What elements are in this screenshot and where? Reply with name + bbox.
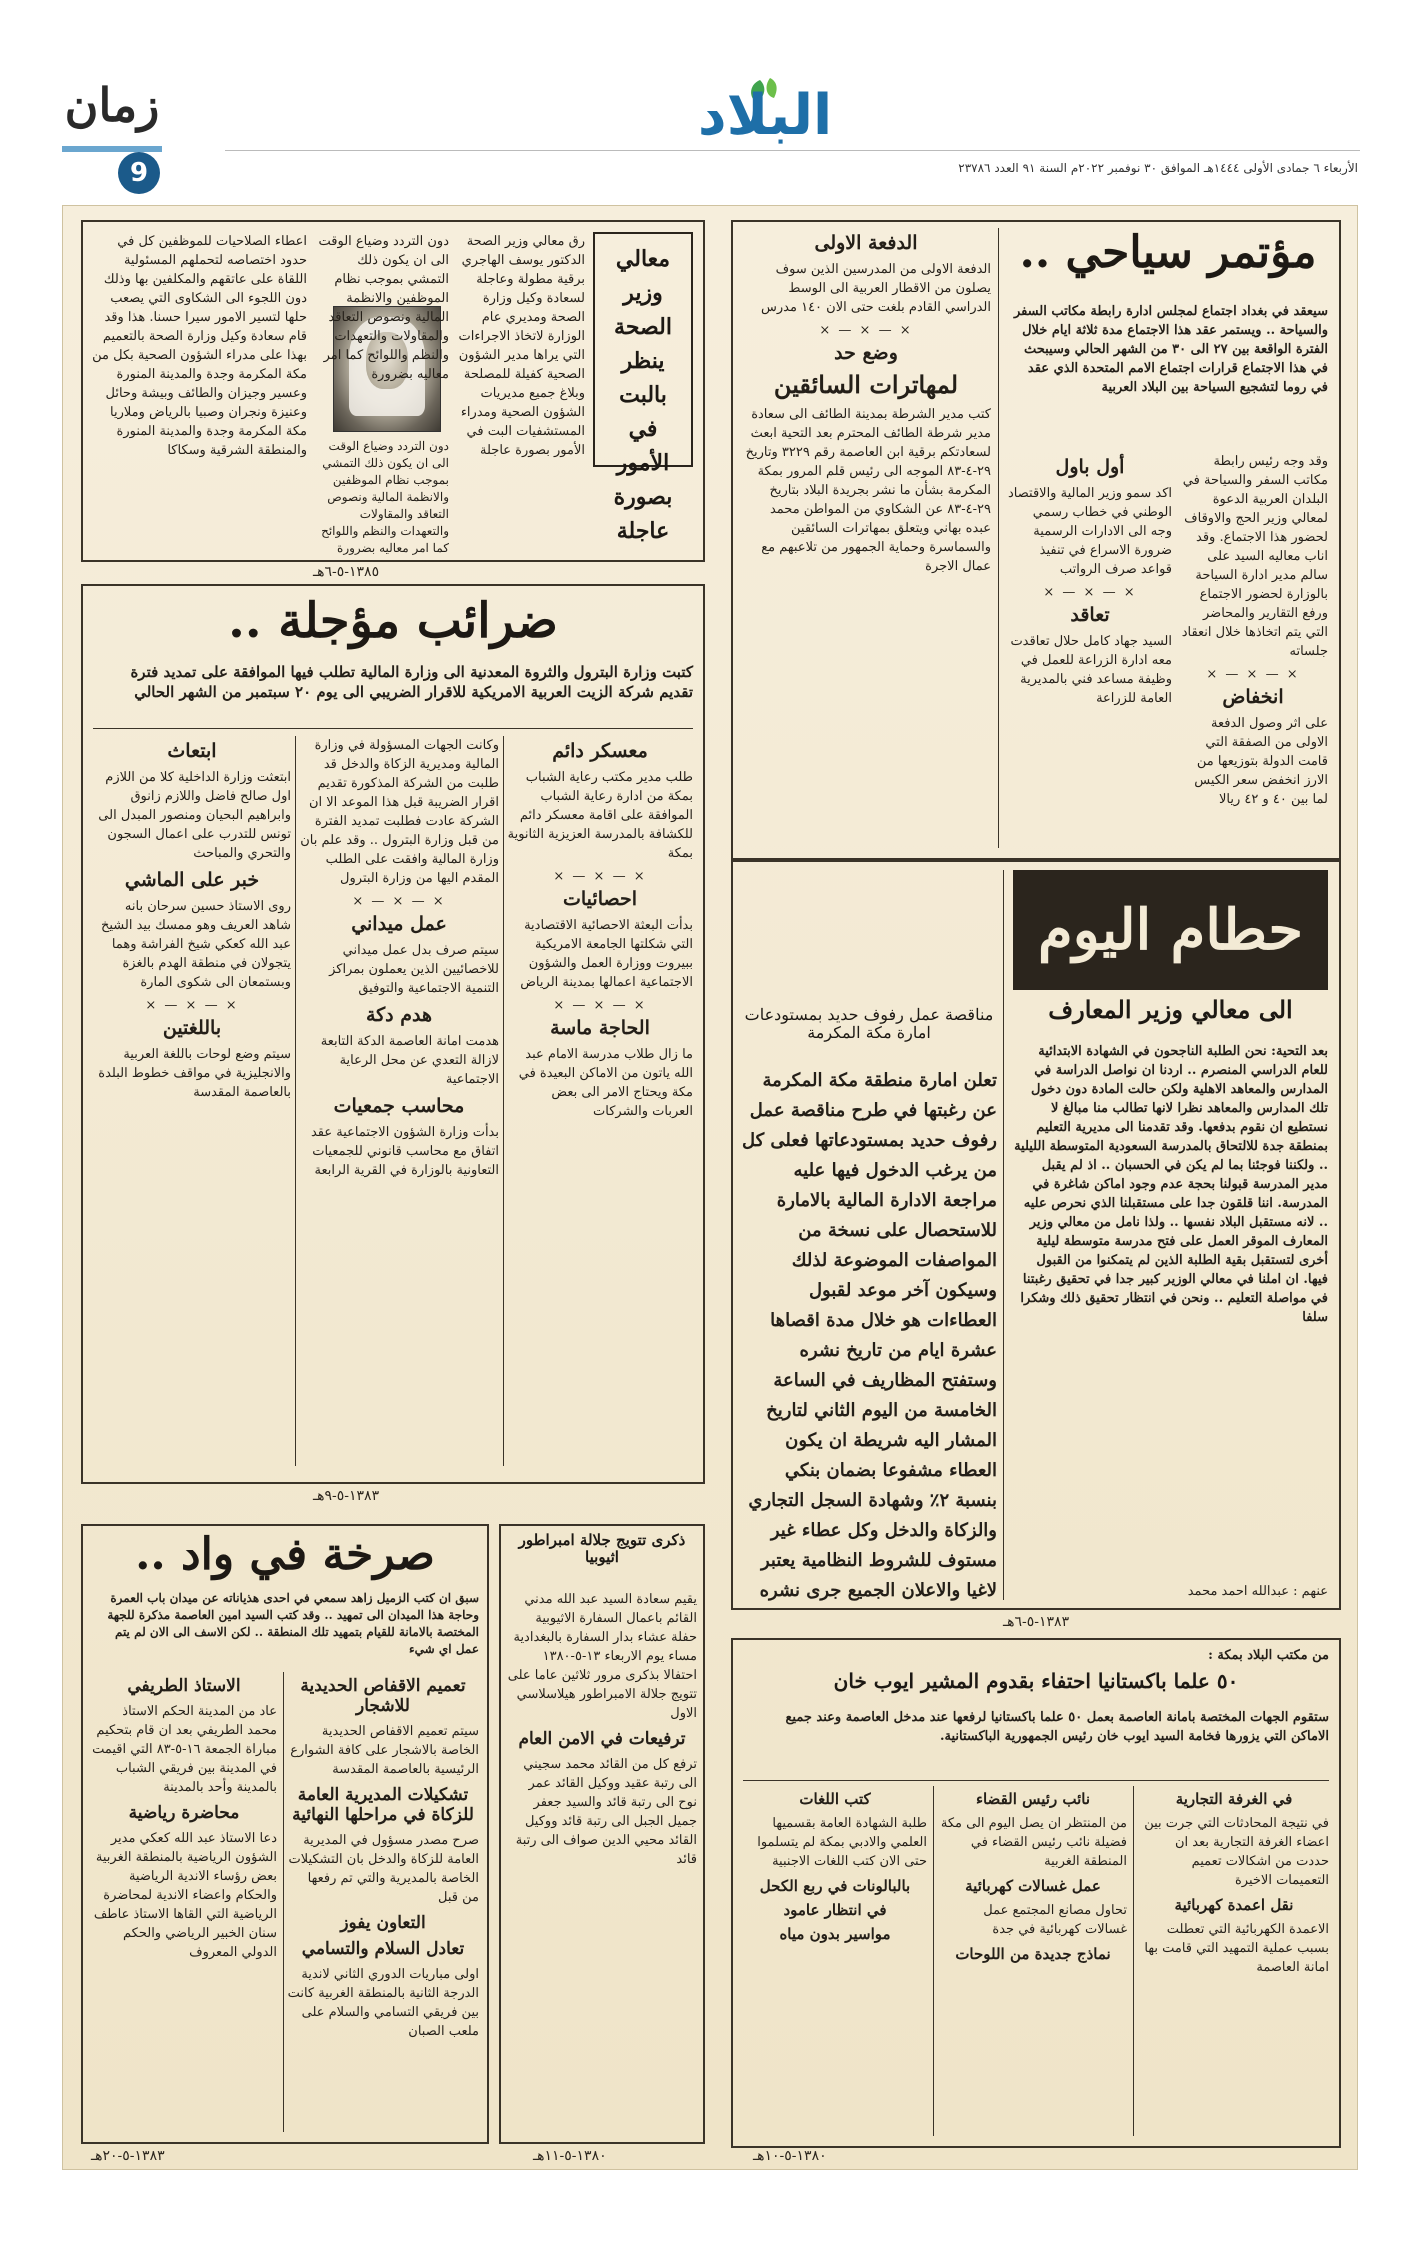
clip-cry-col-rule bbox=[283, 1672, 284, 2132]
clip-tax-headline: ضرائب مؤجلة .. bbox=[228, 593, 558, 649]
clip-flags-sub-trade: في الغرفة التجارية bbox=[1175, 1790, 1293, 1808]
separator: × — × — × bbox=[553, 869, 647, 884]
clip-ethiopia-sub-promo: ترفيعات في الامن العام bbox=[518, 1729, 686, 1749]
clip-tourism-drop-text: على اثر وصول الدفعة الاولى من الصفقة التي قامت الدولة بتوزيعها من الارز انخفض سعر الكيس لما بين ٤٠ و ٤٢ ريالا bbox=[1194, 716, 1328, 807]
clip-letter-body-text: بعد التحية: نحن الطلبة الناجحون في الشهادة الابتدائية للعام الدراسي المنصرم .. اردنا ان نواصل الدراسة في المدارس والمعاهد الاهلية ولكن حالت المادة دون دخول تلك المدارس والمعاهد نظرا لانها تطالب منا مبالغ لا نستطيع ان نقوم بدفعها. وقد تقدمنا الى مديرية التعليم بمنطقة جدة للالتحاق بالمدرسة السعودية المتوسطة الليلية .. ولكننا فوجئنا بما لم يكن في الحسبان .. اذ لم يقبل مدير المدرسة قبولنا بحجة عدم وجود اماكن شاغرة في المدرسة. اننا قلقون جدا على مستقبلنا الذي نحرص عليه .. لانه مستقبل البلاد نفسها .. ولذا نامل من معالي وزير المعارف الموقر العمل على فتح مدرسة متوسطة ليلية أخرى لتستقبل بقية الطلبة الذين لم يتمكنوا من القبول فيها. ان املنا في معالي الوزير كبير جدا في تحقيق رغبتنا في مواصلة التعليم .. ونحن في انتظار تحقيق ذلك وشكرا سلفا bbox=[1014, 1044, 1328, 1325]
separator: × — × — × bbox=[553, 998, 647, 1013]
clip-tax-demolish-text: هدمت امانة العاصمة الدكة التابعة لازالة التعدي عن محل الرعاية الاجتماعية bbox=[320, 1034, 499, 1087]
clip-flags-sub-elec: عمل غسالات كهربائية bbox=[965, 1877, 1101, 1895]
clip-flags-sub-water: مواسير بدون مياه bbox=[779, 1925, 891, 1943]
clip-letter-body bbox=[1013, 1042, 1328, 1582]
clip-letter-date: ١٣٨٣-٥-٦هـ bbox=[1003, 1614, 1070, 1630]
clip-tax-date: ١٣٨٣-٥-٩هـ bbox=[313, 1488, 380, 1504]
archive-clipping bbox=[62, 205, 1358, 2170]
clip-flags-rule bbox=[743, 1780, 1329, 1781]
clip-flags-kicker-wrap bbox=[1123, 1646, 1329, 1668]
clip-tourism-col-rule bbox=[998, 228, 999, 848]
clip-tax-col-right-text: وكانت الجهات المسؤولة في وزارة المالية ومديرية الزكاة والدخل قد طلبت من الشركة المذكورة تقديم اقرار الضريبة قبل هذا الموعد الا ان الشركة عادت فطلبت تمديد الفترة من قبل وزارة البترول .. وقد علم بان وزارة المالية وافقت على الطلب المقدم اليها من وزارة البترول bbox=[300, 738, 499, 886]
clip-flags-sub-market: نماذج جديدة من اللوحات bbox=[955, 1945, 1111, 1963]
clip-tax-sub-field: عمل ميداني bbox=[351, 913, 447, 935]
clip-tax-walker-text: روى الاستاذ حسين سرحان بانه شاهد العريف وهو ممسك بيد الشيخ عبد الله كعكي شيخ الفراشة وهما يتجولان في منطقة الهدم بالغزة وبستمعان الى شكوى المارة bbox=[100, 899, 291, 990]
clip-cry-lecture-text: دعا الاستاذ عبد الله كعكي مدير الشؤون الرياضية بالمنطقة الغربية بعض رؤساء الاندية الرياضية والحكام واعضاء الاندية لمحاضرة الرياضية التي القاها الاستاذ عاطف سنان الخبير الرياضي والحكم الدولي المعروف bbox=[93, 1831, 277, 1960]
clip-tax-sub-mission: ابتعاث bbox=[167, 740, 217, 762]
clip-cry-teacher-text: عاد من المدينة الحكم الاستاذ محمد الطريفي بعد ان قام بتحكيم مباراة الجمعة ١٦-٥-٨٣ التي اقيمت في المدينة بين فريقي الشباب بالمدينة وأحد بالمدينة bbox=[92, 1704, 277, 1795]
clip-flags-sub-power: نقل اعمدة كهربائية bbox=[1174, 1896, 1294, 1914]
clip-tax-rule bbox=[93, 728, 693, 729]
header-rule bbox=[225, 150, 1360, 151]
clip-flags-col-left bbox=[743, 1786, 927, 2141]
clip-flags-col-rule-2 bbox=[933, 1786, 934, 2136]
clip-flags-col-mid bbox=[939, 1786, 1127, 2141]
clip-tax-sub-need: الحاجة ماسة bbox=[550, 1017, 650, 1039]
clip-flags-col-rule-1 bbox=[1133, 1786, 1134, 2136]
clip-cry-sub-gen: تعميم الاقفاص الحديدية للاشجار bbox=[300, 1676, 466, 1716]
clip-cry-lead bbox=[91, 1590, 479, 1670]
clip-flags-sub-judge: نائب رئيس القضاء bbox=[975, 1790, 1091, 1808]
separator: × — × — × bbox=[819, 323, 913, 338]
clip-tourism-col-right bbox=[741, 228, 991, 848]
clip-tourism-lead-text: سيعقد في بغداد اجتماع لمجلس ادارة رابطة مكاتب السفر والسياحة .. ويستمر عقد هذا الاجتماع مدة ثلاثة ايام خلال الفترة الواقعة بين ٢٧ الى ٣٠ من الشهر الحالي وسيبحث في هذا الاجتماع قرارات اجتماع الامم المتحدة الذي عقد في روما لتشجيع السياحة بين البلاد العربية bbox=[1013, 304, 1328, 395]
separator: × — × — × bbox=[1206, 667, 1300, 682]
clip-cry-lead-text: سبق ان كتب الزميل زاهد سمعي في احدى هذياناته عن ميدان باب العمرة وحاجة هذا الميدان الى تمهيد .. وقد كتب السيد امين العاصمة مذكرة للجهة المختصة بالامانة للقيام بتمهيد تلك المنطقة .. لكن الاسف الى الان لم يتم عمل اي شيء bbox=[107, 1591, 479, 1656]
clip-flags-kicker: من مكتب البلاد بمكة : bbox=[1208, 1648, 1329, 1663]
clip-health-col-b2 bbox=[313, 438, 449, 555]
clip-letter-subheadline: الى معالي وزير المعارف bbox=[1048, 995, 1293, 1024]
clip-flags-trade-text: في نتيجة المحادثات التي جرت بين اعضاء الغرفة التجارية بعد ان حددت من اشكالات تعميم التعميمات الاخيرة bbox=[1144, 1816, 1329, 1888]
clip-health-box-title: معالي وزير الصحة ينظر بالبت في الأمور بصورة عاجلة bbox=[593, 232, 693, 467]
clip-cry-draw-text: اولى مباريات الدوري الثاني لاندية الدرجة الثانية بالمنطقة الغربية كانت بين فريقي التسامي والسلام على ملعب الصبان bbox=[287, 1967, 479, 2039]
clip-tourism-paul-text: اكد سمو وزير المالية والاقتصاد الوطني في خطاب رسمي وجه الى الادارات الرسمية ضرورة الاسراع في تنفيذ قواعد صرف الرواتب bbox=[1008, 486, 1172, 577]
clip-flags-date: ١٣٨٠-٥-١٠هـ bbox=[753, 2148, 827, 2164]
separator: × — × — × bbox=[352, 894, 446, 909]
clip-cry-sub-coop: التعاون يفوز bbox=[340, 1913, 426, 1933]
clip-cry-sub-lecture: محاضرة رياضية bbox=[128, 1803, 240, 1823]
clip-tax-col-left bbox=[93, 736, 291, 1476]
clip-tax-assoc-text: بدأت وزارة الشؤون الاجتماعية عقد اتفاق مع محاسب قانوني للجمعيات التعاونية بالوزارة في القرية الرابعة bbox=[310, 1125, 499, 1178]
dateline: الأربعاء ٦ جمادى الأولى ١٤٤٤هـ الموافق ٣٠ نوفمبر ٢٠٢٢م السنة ٩١ العدد ٢٣٧٨٦ bbox=[958, 161, 1358, 175]
clip-letter-headline: حطام اليوم bbox=[1013, 870, 1328, 990]
clip-tax-sub-lang: باللغتين bbox=[162, 1017, 222, 1039]
newspaper-logo bbox=[690, 74, 840, 156]
clip-tax-col-rule-2 bbox=[295, 736, 296, 1466]
clip-cry-date: ١٣٨٣-٥-٢٠هـ bbox=[91, 2148, 165, 2164]
clip-tax-sub-walker: خبر على الماشي bbox=[124, 869, 260, 891]
clip-flags-headline: ٥٠ علما باكستانيا احتفاء بقدوم المشير ايوب خان bbox=[833, 1669, 1239, 1693]
clip-health-col-a-text: رق معالي وزير الصحة الدكتور يوسف الهاجري برقية مطولة وعاجلة لسعادة وكيل وزارة الصحة ومديري عام الوزارة لاتخاذ الاجراءات التي يراها مدير الشؤون الصحية كفيلة للمصلحة وبلاغ جميع مديريات الشؤون الصحية ومدراء المستشفيات البت في الأمور بصورة عاجلة bbox=[458, 234, 585, 458]
clip-health-col-c bbox=[91, 232, 307, 532]
clip-tourism-sub-contract: تعاقد bbox=[1070, 604, 1110, 626]
clip-tax-col-rule-1 bbox=[503, 736, 504, 1466]
clip-ethiopia-body bbox=[507, 1590, 697, 2130]
section-title: زمان bbox=[64, 78, 160, 132]
section-title-underline bbox=[62, 146, 162, 152]
clip-cry-sub-depts: تشكيلات المديرية العامة للزكاة في مراحلها النهائية bbox=[292, 1785, 474, 1825]
clip-tender-body bbox=[741, 1066, 997, 1601]
clip-flags-elec-text: تحاول مصانع المجتمع عمل غسالات كهربائية في جدة bbox=[983, 1903, 1127, 1937]
clip-tourism-contract-text: السيد جهاد كامل حلال تعاقدت معه ادارة الزراعة للعمل في وظيفة مساعد فني بالمديرية العامة للزراعة bbox=[1010, 634, 1172, 706]
clip-cry-col-left bbox=[91, 1672, 277, 2137]
clip-letter-signature-wrap bbox=[1013, 1582, 1328, 1604]
clip-flags-sub-balloons: بالبالونات في ربع الكحل bbox=[759, 1877, 911, 1895]
clip-tax-camp-text: طلب مدير مكتب رعاية الشباب بمكة من ادارة رعاية الشباب الموافقة على اقامة معسكر دائم للكشافة بالمدرسة العزيزية الثانوية بمكة bbox=[507, 770, 693, 861]
clip-flags-sub-books: كتب اللغات bbox=[799, 1790, 871, 1808]
clip-ethiopia-text: يقيم سعادة السيد عبد الله مدني القائم باعمال السفارة الاثيوبية حفلة عشاء بدار السفارة بالبغدادية مساء يوم الاربعاء ١٣-٥-١٣٨٠ احتفالا بذكرى مرور ثلاثين عاما على تتويج جلالة الامبراطور هيلاسلاسي الاول bbox=[507, 1592, 697, 1721]
clip-tax-need-text: ما زال طلاب مدرسة الامام عبد الله ياتون من الاماكن البعيدة في مكة ويحتاج الامر الى بعض العربات والشركات bbox=[518, 1047, 693, 1119]
clip-health-date: ١٣٨٥-٥-٦هـ bbox=[313, 564, 380, 580]
clip-health-col-b-continued: دون التردد وضياع الوقت الى ان يكون ذلك التمشي بموجب نظام الموظفين والانظمة المالية ونصوص التعاقد والمقاولات والتعهدات والنظم واللوائح كما امر معاليه بضرورة bbox=[321, 439, 449, 555]
clip-ethiopia-headline: ذكرى تتويج جلالة امبراطور اثيوبيا bbox=[518, 1531, 686, 1567]
clip-ethiopia-promo-text: ترفع كل من القائد محمد سجيني الى رتبة عقيد ووكيل القائد عمر نوح الى رتبة قائد والسيد جعفر جميل الجبل الى رتبة قائد ووكيل القائد محيي الدين صواف الى رتبة قائد bbox=[515, 1757, 697, 1867]
clip-tourism-put-text: كتب مدير الشرطة بمدينة الطائف الى سعادة مدير شرطة الطائف المحترم بعد التحية ابعث لسعادتكم برقية ابن العاصمة رقم ٣٢٢٩ وتاريخ ٢٩-٤-٨٣ الموجه الى رئيس قلم المرور بمكة المكرمة بشأن ما نشر بجريدة البلاد بتاريخ ٢٩-٤-٨٣ عن الشكاوي من المواطن محمد عبده بهاني ويتعلق بمهاترات السائقين والسماسرة وحماية الجمهور من تلاعبهم مع عمال الاجرة bbox=[745, 407, 991, 574]
clip-tender-text: تعلن امارة منطقة مكة المكرمة عن رغبتها في طرح مناقصة عمل رفوف حديد بمستودعاتها فعلى كل من يرغب الدخول فيها عليه مراجعة الادارة المالية بالامارة للاستحصال على نسخة من المواصفات الموضوعة لذلك وسيكون آخر موعد لقبول العطاءات هو خلال مدة اقصاها عشرة ايام من تاريخ نشره وستفتح المظاريف في الساعة الخامسة من اليوم الثاني لتاريخ المشار اليه شريطة ان يكون العطاء مشفوعا بضمان بنكي بنسبة ٢٪ وشهادة السجل التجاري والزكاة والدخل وكل عطاء غير مستوف للشروط النظامية يعتبر لاغيا والاعلان الجميع جرى نشره bbox=[741, 1070, 997, 1601]
logo-text: البلاد bbox=[697, 83, 833, 148]
clip-cry-depts-text: صرح مصدر مسؤول في المديرية العامة للزكاة والدخل بان التشكيلات الخاصة بالمديرية والتي تم رفعها من قبل bbox=[288, 1833, 479, 1905]
clip-ethiopia-date: ١٣٨٠-٥-١١هـ bbox=[533, 2148, 607, 2164]
clip-tourism-sub-paul: أول باول bbox=[1055, 456, 1125, 478]
clip-tourism-put-title: لمهاترات السائقين bbox=[773, 370, 959, 399]
clip-flags-books-text: طلبة الشهادة العامة بقسميها العلمي والادبي بمكة لم يتسلموا حتى الان كتب اللغات الاجنبية bbox=[757, 1816, 927, 1869]
clip-flags-judge-text: من المنتظر ان يصل اليوم الى مكة فضيلة نائب رئيس القضاء في المنطقة الغربية bbox=[940, 1816, 1127, 1869]
clip-tax-lead-text: كتبت وزارة البترول والثروة المعدنية الى وزارة المالية تطلب فيها الموافقة على تمديد فترة تقديم شركة الزيت العربية الامريكية للاقرار الضريبي الى يوم ٢٠ سبتمبر من الشهر الحالي bbox=[130, 663, 693, 701]
clip-tourism-headline: مؤتمر سياحي .. bbox=[1019, 227, 1317, 278]
clip-tourism-lead bbox=[1008, 302, 1328, 452]
clip-cry-gen-text: سيتم تعميم الاقفاص الحديدية الخاصة بالاشجار على كافة الشوارع الرئيسية بالعاصمة المقدسة bbox=[290, 1724, 479, 1777]
clip-tax-lang-text: سيتم وضع لوحات باللغة العربية والانجليزية في مواقف خطوط البلدة بالعاصمة المقدسة bbox=[98, 1047, 291, 1100]
clip-tax-sub-camp: معسكر دائم bbox=[552, 740, 648, 762]
clip-tourism-sub-drop: انخفاض bbox=[1222, 686, 1284, 708]
page-number-badge: 9 bbox=[118, 152, 160, 194]
clip-health-col-b-text: دون التردد وضياع الوقت الى ان يكون ذلك التمشي بموجب نظام الموظفين والانظمة المالية ونصوص التعاقد والمقاولات والتعهدات والنظم واللوائح كما امر معاليه بضرورة bbox=[318, 234, 449, 382]
clip-flags-lead bbox=[743, 1708, 1329, 1778]
clip-letter-signature: عنهم : عبدالله احمد محمد bbox=[1187, 1584, 1328, 1599]
clip-tax-stats-text: بدأت البعثة الاحصائية الاقتصادية التي شكلتها الجامعة الامريكية ببيروت ووزارة العمل والشؤون الاجتماعية اعمالها بمدينة الرياض bbox=[520, 918, 693, 990]
clip-health-col-a bbox=[453, 232, 585, 532]
separator: × — × — × bbox=[145, 998, 239, 1013]
clip-tourism-col-left-text: وقد وجه رئيس رابطة مكاتب السفر والسياحة في البلدان العربية الدعوة لمعالي وزير الحج والاوقاف لحضور هذا الاجتماع. وقد اناب معاليه السيد على سالم مدير ادارة السياحة بالوزارة لحضور الاجتماع ورفع التقارير والمحاضر التي يتم اتخاذها خلال انعقاد جلساته bbox=[1181, 454, 1328, 659]
clip-health-col-c-text: اعطاء الصلاحيات للموظفين كل في حدود اختصاصه لتحملهم المسئولية اللقاة على عاتقهم والمكلفين بها وذلك دون اللجوء الى الشكاوى التي يصعب حلها لتسير الامور سيرا حسنا. هذا وقد قام سعادة وكيل وزارة الصحة بالتعميم بهذا على مدراء الشؤون الصحية بكل من مكة المكرمة وجدة والمدينة المنورة وعسير وجيزان والطائف وبيشة وحائل وعنيزة ونجران وصبيا بالرياض وملاريا مكة المكرمة وجدة والمدينة المنورة والمنطقة الشرقية وسكاكا bbox=[92, 234, 307, 458]
clip-tax-field-text: سيتم صرف بدل عمل ميداني للاخصائيين الذين يعملون بمراكز التنمية الاجتماعية والتوفيق bbox=[329, 943, 499, 996]
clip-tax-sub-demolish: هدم دكة bbox=[365, 1004, 433, 1026]
clip-flags-power-text: الاعمدة الكهربائية التي تعطلت بسبب عملية التمهيد التي قامت بها امانة العاصمة bbox=[1144, 1922, 1329, 1975]
clip-tourism-sub-put: وضع حد bbox=[834, 342, 898, 364]
clip-flags-col-right bbox=[1139, 1786, 1329, 2141]
clip-tender-headline: مناقصة عمل رفوف حديد بمستودعات امارة مكة المكرمة bbox=[744, 1005, 994, 1043]
clip-health-col-b bbox=[313, 232, 449, 382]
clip-tax-lead bbox=[93, 662, 693, 726]
clip-cry-col-right bbox=[287, 1672, 479, 2137]
clip-tax-col-right bbox=[507, 736, 693, 1476]
clip-flags-sub-waiting: في انتظار عامود bbox=[783, 1901, 887, 1919]
clip-cry-sub-draw: تعادل السلام والتسامي bbox=[301, 1939, 465, 1959]
clip-tax-mission-text: ابتعثت وزارة الداخلية كلا من اللازم اول صالح فاضل واللازم زانوق وابراهيم البحيان ومنصور المبدل الى تونس للتدرب على اعمال السجون والتحري والمباحث bbox=[98, 770, 291, 861]
clip-cry-sub-teacher: الاستاذ الطريفي bbox=[127, 1676, 241, 1696]
clip-tax-sub-stats: احصائيات bbox=[563, 888, 637, 910]
separator: × — × — × bbox=[1043, 585, 1137, 600]
clip-tax-sub-assoc: محاسب جمعيات bbox=[333, 1095, 465, 1117]
clip-tourism-first-batch-text: الدفعة الاولى من المدرسين الذين سوف يصلون من الاقطار العربية الى الوسط الدراسي القادم بلغت حتى الان ١٤٠ مدرس bbox=[761, 262, 991, 315]
clip-tourism-col-mid bbox=[1008, 452, 1172, 852]
clip-tourism-col-continued bbox=[1178, 452, 1328, 852]
clip-cry-headline: صرخة في واد .. bbox=[135, 1529, 435, 1580]
clip-tax-col-middle bbox=[299, 736, 499, 1476]
clip-tourism-first-batch-title: الدفعة الاولى bbox=[814, 232, 918, 254]
clip-tender-divider bbox=[1003, 870, 1004, 1600]
clip-flags-lead-text: ستقوم الجهات المختصة بامانة العاصمة بعمل ٥٠ علما باكستانيا لرفعها عند مدخل العاصمة وعند جميع الاماكن التي يزورها فخامة السيد ايوب خان رئيس الجمهورية الباكستانية. bbox=[785, 1710, 1329, 1744]
